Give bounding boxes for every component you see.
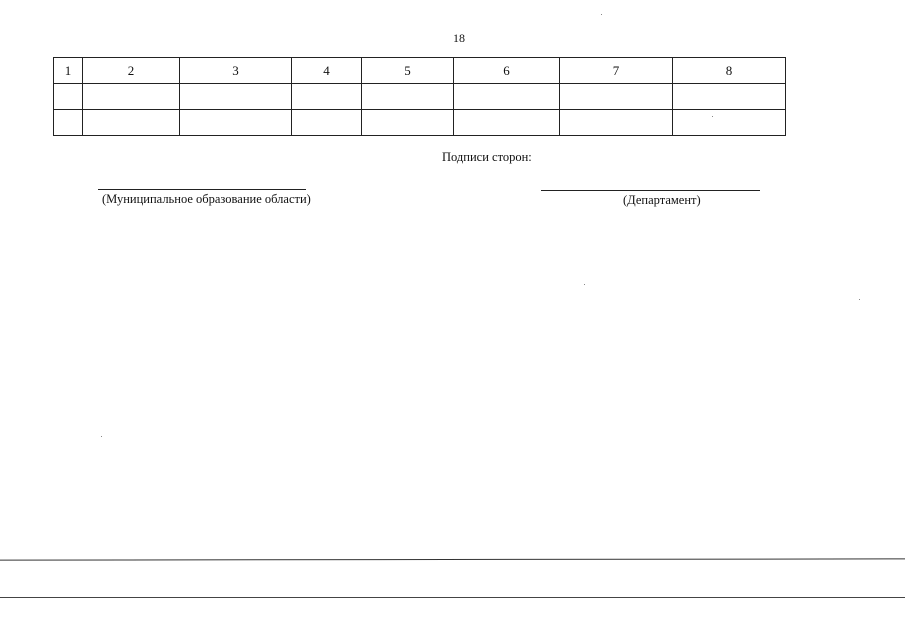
signatures-heading: Подписи сторон: — [442, 150, 532, 164]
table-cell — [673, 84, 786, 110]
bottom-rule-lower — [0, 597, 905, 598]
column-header: 4 — [292, 58, 362, 84]
table-cell — [673, 110, 786, 136]
column-header: 1 — [54, 58, 83, 84]
table-row — [54, 110, 786, 136]
table-header-row — [54, 58, 786, 84]
scan-speck — [712, 116, 713, 117]
table-cell — [362, 110, 454, 136]
table-cell — [54, 84, 83, 110]
column-header: 2 — [83, 58, 180, 84]
table-cell — [292, 84, 362, 110]
table-cell — [83, 84, 180, 110]
data-table — [53, 57, 786, 136]
signature-caption-municipality: (Муниципальное образование области) — [102, 192, 311, 206]
table-cell — [362, 84, 454, 110]
column-header: 6 — [454, 58, 560, 84]
scan-speck — [101, 436, 102, 437]
column-header: 8 — [673, 58, 786, 84]
table-row — [54, 84, 786, 110]
table-cell — [560, 84, 673, 110]
table-cell — [292, 110, 362, 136]
signature-caption-department: (Департамент) — [623, 193, 701, 207]
table-cell — [454, 84, 560, 110]
table-cell — [180, 110, 292, 136]
bottom-rule-upper — [0, 558, 905, 560]
signature-line-municipality — [98, 189, 306, 190]
scan-speck — [859, 299, 860, 300]
table-cell — [560, 110, 673, 136]
table-cell — [180, 84, 292, 110]
scan-speck — [584, 284, 585, 285]
table-cell — [454, 110, 560, 136]
signature-line-department — [541, 190, 760, 191]
page-number: 18 — [453, 31, 465, 45]
table-cell — [83, 110, 180, 136]
column-header: 7 — [560, 58, 673, 84]
column-header: 5 — [362, 58, 454, 84]
table-cell — [54, 110, 83, 136]
scan-speck — [601, 14, 602, 15]
column-header: 3 — [180, 58, 292, 84]
